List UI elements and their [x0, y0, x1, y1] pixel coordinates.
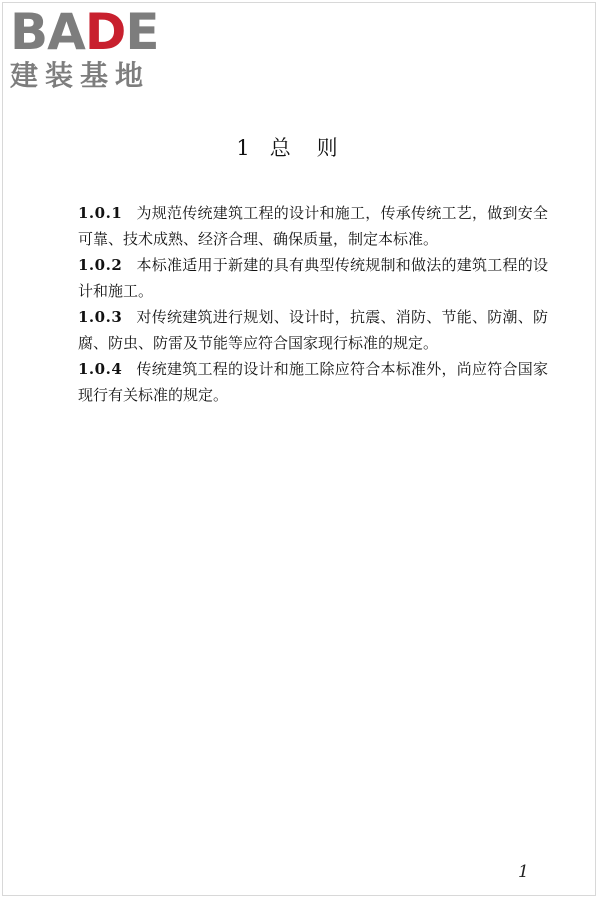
- page-number: 1: [518, 862, 529, 882]
- clause-item: [78, 356, 548, 408]
- clause-text: 传统建筑工程的设计和施工除应符合本标准外，尚应符合国家现行有关标准的规定。: [78, 360, 548, 404]
- clause-list: [78, 200, 548, 408]
- chapter-heading: 总则: [269, 136, 364, 160]
- brand-logo: [10, 3, 180, 98]
- logo-wordmark-part2: E: [125, 3, 159, 61]
- clause-number: 1.0.2: [78, 256, 123, 274]
- clause-text: 对传统建筑进行规划、设计时，抗震、消防、节能、防潮、防腐、防虫、防雷及节能等应符合国家现行标准的规定。: [78, 308, 548, 352]
- clause-text: 本标准适用于新建的具有典型传统规制和做法的建筑工程的设计和施工。: [78, 256, 548, 300]
- logo-subtitle: 建装基地: [10, 59, 151, 92]
- logo-wordmark: [10, 3, 180, 61]
- chapter-number: 1: [236, 136, 252, 160]
- logo-wordmark-accent: D: [84, 3, 126, 61]
- clause-number: 1.0.1: [78, 204, 123, 222]
- clause-number: 1.0.3: [78, 308, 123, 326]
- clause-item: [78, 252, 548, 304]
- clause-text: 为规范传统建筑工程的设计和施工，传承传统工艺，做到安全可靠、技术成熟、经济合理、确保质量，制定本标准。: [78, 204, 548, 248]
- clause-item: [78, 200, 548, 252]
- logo-wordmark-part1: BA: [10, 3, 85, 61]
- clause-number: 1.0.4: [78, 360, 123, 378]
- clause-item: [78, 304, 548, 356]
- chapter-title: [0, 132, 600, 162]
